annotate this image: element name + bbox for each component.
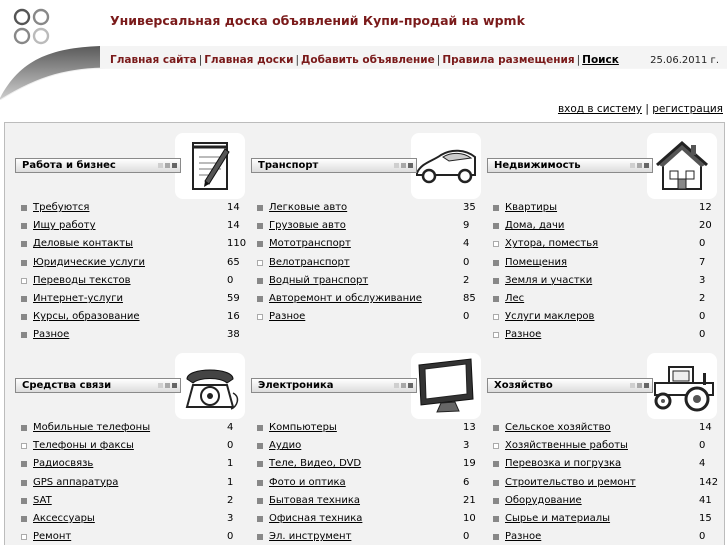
category-items (19, 421, 243, 545)
category-header (487, 158, 653, 173)
subcategory-link[interactable]: Разное (505, 329, 542, 341)
ad-count: 0 (699, 440, 706, 452)
list-item (255, 274, 479, 292)
ad-count: 10 (463, 512, 476, 524)
bullet-icon (257, 461, 263, 467)
bullet-icon (257, 205, 263, 211)
header-dots (628, 383, 649, 388)
category-items (491, 421, 719, 545)
ad-count: 21 (463, 494, 476, 506)
ad-count: 3 (463, 440, 470, 452)
category-items (255, 421, 479, 545)
list-item (491, 201, 715, 219)
bullet-icon (493, 314, 499, 320)
subcategory-link[interactable]: Легковые авто (269, 202, 348, 213)
subcategory-link[interactable]: Компьютеры (269, 422, 337, 433)
ad-count: 7 (699, 256, 706, 268)
bullet-icon (493, 480, 499, 486)
subcategory-link[interactable]: Сельское хозяйство (505, 422, 611, 433)
list-item (491, 476, 719, 494)
list-item (19, 494, 243, 512)
ad-count: 14 (227, 202, 240, 213)
top-navigation: Главная сайта | Главная доски | Добавить объявление | Правила размещения | Поиск (110, 54, 619, 66)
list-item (255, 310, 479, 328)
ad-count: 0 (699, 531, 706, 543)
subcategory-link[interactable]: Лес (505, 292, 525, 304)
bullet-icon (493, 443, 499, 449)
subcategory-link[interactable]: Аудио (269, 440, 302, 452)
list-item (19, 457, 243, 475)
header-dots (156, 163, 177, 168)
list-item (255, 237, 479, 255)
bullet-icon (493, 205, 499, 211)
monitor-icon (411, 353, 481, 419)
category-header (15, 378, 181, 393)
bullet-icon (493, 332, 499, 338)
bullet-icon (257, 498, 263, 504)
subcategory-link[interactable]: Эл. инструмент (269, 531, 352, 543)
subcategory-link[interactable]: Разное (33, 329, 70, 341)
bullet-icon (257, 443, 263, 449)
header-dots (156, 383, 177, 388)
ad-count: 14 (699, 422, 712, 433)
bullet-icon (257, 223, 263, 229)
subcategory-link[interactable]: Грузовые авто (269, 220, 346, 232)
subcategory-link[interactable]: Помещения (505, 256, 567, 268)
page-header (0, 0, 727, 100)
category-title: Работа и бизнес (22, 160, 116, 171)
ad-count: 2 (699, 292, 706, 304)
bullet-icon (493, 425, 499, 431)
subcategory-link[interactable]: Оборудование (505, 494, 582, 506)
house-icon (647, 133, 717, 199)
bullet-icon (493, 223, 499, 229)
ad-count: 0 (227, 440, 234, 452)
list-item (491, 310, 715, 328)
list-item (19, 292, 243, 310)
category-items (491, 201, 715, 347)
category-title: Средства связи (22, 380, 112, 391)
ad-count: 4 (227, 422, 234, 433)
bullet-icon (493, 241, 499, 247)
ad-count: 2 (463, 274, 470, 286)
bullet-icon (21, 223, 27, 229)
ad-count: 9 (463, 220, 470, 232)
ad-count: 0 (227, 274, 234, 286)
bullet-icon (257, 241, 263, 247)
bullet-icon (21, 516, 27, 522)
category-title: Транспорт (258, 160, 319, 171)
subcategory-link[interactable]: Строительство и ремонт (505, 476, 636, 488)
bullet-icon (21, 461, 27, 467)
bullet-icon (257, 425, 263, 431)
bullet-icon (21, 314, 27, 320)
list-item (255, 219, 479, 237)
list-item (255, 512, 479, 530)
list-item (19, 328, 243, 346)
list-item (255, 476, 479, 494)
ad-count: 0 (463, 531, 470, 543)
nav-home-board[interactable]: Главная доски (204, 54, 294, 66)
subcategory-link[interactable]: Дома, дачи (505, 220, 565, 232)
subcategory-link[interactable]: Аксессуары (33, 512, 95, 524)
bullet-icon (493, 534, 499, 540)
subcategory-link[interactable]: Офисная техника (269, 512, 363, 524)
ad-count: 16 (227, 311, 240, 323)
subcategory-link[interactable]: Теле, Видео, DVD (269, 458, 362, 470)
subcategory-link[interactable]: Разное (505, 531, 542, 543)
ad-count: 19 (463, 458, 476, 470)
bullet-icon (493, 461, 499, 467)
category-header (15, 158, 181, 173)
ad-count: 35 (463, 202, 476, 213)
list-item (19, 310, 243, 328)
bullet-icon (493, 498, 499, 504)
bullet-icon (257, 260, 263, 266)
list-item (19, 219, 243, 237)
subcategory-link[interactable]: Радиосвязь (33, 458, 94, 470)
list-item (491, 530, 715, 545)
list-item (491, 421, 715, 439)
subcategory-link[interactable]: Земля и участки (505, 274, 593, 286)
category-title: Электроника (258, 380, 334, 391)
bullet-icon (21, 443, 27, 449)
list-item (491, 439, 715, 457)
list-item (491, 494, 715, 512)
list-item (491, 219, 715, 237)
ad-count: 2 (227, 494, 234, 506)
nav-home-site[interactable]: Главная сайта (110, 54, 197, 66)
list-item (255, 201, 479, 219)
ad-count: 1 (227, 476, 234, 488)
ad-count: 0 (463, 256, 470, 268)
bullet-icon (493, 296, 499, 302)
subcategory-link[interactable]: Требуются (33, 202, 90, 213)
bullet-icon (21, 498, 27, 504)
ad-count: 0 (227, 531, 234, 543)
list-item (491, 237, 715, 255)
list-item (491, 292, 715, 310)
subcategory-link[interactable]: Хутора, поместья (505, 238, 599, 250)
subcategory-link[interactable]: Сырье и материалы (505, 512, 611, 524)
ad-count: 6 (463, 476, 470, 488)
ad-count: 14 (227, 220, 240, 232)
ad-count: 38 (227, 329, 240, 341)
subcategory-link[interactable]: Бытовая техника (269, 494, 361, 506)
list-item (255, 457, 479, 475)
bullet-icon (257, 278, 263, 284)
category-title: Хозяйство (494, 380, 553, 391)
ad-count: 85 (463, 292, 476, 304)
list-item (491, 328, 715, 346)
subcategory-link[interactable]: Фото и оптика (269, 476, 346, 488)
list-item (491, 512, 715, 530)
bullet-icon (21, 241, 27, 247)
list-item (19, 256, 243, 274)
ad-count: 0 (699, 329, 706, 341)
auth-links (558, 103, 723, 115)
category-items (19, 201, 247, 347)
category-header (487, 378, 653, 393)
header-swoosh (0, 40, 727, 100)
bullet-icon (21, 260, 27, 266)
category-items (255, 201, 479, 328)
subcategory-link[interactable]: Велотранспорт (269, 256, 350, 268)
ad-count: 3 (227, 512, 234, 524)
list-item (255, 494, 479, 512)
subcategory-link[interactable]: Услуги маклеров (505, 311, 595, 323)
subcategory-link[interactable]: Интернет-услуги (33, 292, 123, 304)
subcategory-link[interactable]: SAT (33, 494, 52, 506)
category-title: Недвижимость (494, 160, 581, 171)
list-item (491, 274, 715, 292)
ad-count: 4 (463, 238, 470, 250)
list-item (19, 201, 243, 219)
bullet-icon (493, 516, 499, 522)
list-item (491, 457, 715, 475)
car-icon (411, 133, 481, 199)
bullet-icon (257, 296, 263, 302)
subcategory-link[interactable]: Мобильные телефоны (33, 422, 151, 433)
ad-count: 12 (699, 202, 712, 213)
ad-count: 0 (463, 311, 470, 323)
subcategory-link[interactable]: Переводы текстов (33, 274, 131, 286)
list-item (255, 256, 479, 274)
subcategory-link[interactable]: Мототранспорт (269, 238, 351, 250)
subcategory-link[interactable]: Разное (269, 311, 306, 323)
bullet-icon (257, 480, 263, 486)
subcategory-link[interactable]: Водный транспорт (269, 274, 369, 286)
site-title: Универсальная доска объявлений Купи-продай на wpmk (110, 13, 525, 28)
list-item (19, 439, 243, 457)
bullet-icon (21, 480, 27, 486)
ad-count: 59 (227, 292, 240, 304)
current-date: 25.06.2011 г. (650, 55, 719, 66)
list-item (19, 476, 243, 494)
category-header (251, 158, 417, 173)
ad-count: 41 (699, 494, 712, 506)
ad-count: 65 (227, 256, 240, 268)
nav-add-ad[interactable]: Добавить объявление (301, 54, 435, 66)
subcategory-link[interactable]: Хозяйственные работы (505, 440, 628, 452)
subcategory-link[interactable]: Деловые контакты (33, 238, 134, 250)
bullet-icon (21, 205, 27, 211)
bullet-icon (257, 516, 263, 522)
bullet-icon (21, 278, 27, 284)
categories-panel (4, 122, 725, 545)
ad-count: 13 (463, 422, 476, 433)
bullet-icon (21, 534, 27, 540)
auth-separator: | (645, 103, 649, 115)
bullet-icon (493, 278, 499, 284)
subcategory-link[interactable]: Юридические услуги (33, 256, 145, 268)
notepad-pen-icon (175, 133, 245, 199)
ad-count: 20 (699, 220, 712, 232)
subcategory-link[interactable]: Ищу работу (33, 220, 96, 232)
subcategory-link[interactable]: Авторемонт и обслуживание (269, 292, 422, 304)
register-link[interactable]: регистрация (652, 103, 723, 115)
ad-count: 110 (227, 238, 247, 250)
subcategory-link[interactable]: Квартиры (505, 202, 558, 213)
subcategory-link[interactable]: Ремонт (33, 531, 72, 543)
ad-count: 1 (227, 458, 234, 470)
subcategory-link[interactable]: GPS аппаратура (33, 476, 119, 488)
subcategory-link[interactable]: Перевозка и погрузка (505, 458, 622, 470)
bullet-icon (257, 534, 263, 540)
tractor-icon (647, 353, 717, 419)
subcategory-link[interactable]: Телефоны и факсы (33, 440, 134, 452)
header-dots (628, 163, 649, 168)
bullet-icon (21, 332, 27, 338)
list-item (19, 512, 243, 530)
list-item (19, 237, 247, 255)
ad-count: 15 (699, 512, 712, 524)
list-item (19, 421, 243, 439)
category-header (251, 378, 417, 393)
header-dots (392, 383, 413, 388)
subcategory-link[interactable]: Курсы, образование (33, 311, 140, 323)
list-item (19, 530, 243, 545)
ad-count: 3 (699, 274, 706, 286)
bullet-icon (21, 425, 27, 431)
login-link[interactable]: вход в систему (557, 103, 643, 115)
ad-count: 0 (699, 311, 706, 323)
ad-count: 142 (699, 476, 719, 488)
nav-search[interactable]: Поиск (582, 54, 619, 66)
list-item (19, 274, 243, 292)
bullet-icon (257, 314, 263, 320)
bullet-icon (21, 296, 27, 302)
list-item (255, 421, 479, 439)
ad-count: 4 (699, 458, 706, 470)
list-item (255, 292, 479, 310)
rotary-phone-icon (175, 353, 245, 419)
bullet-icon (493, 260, 499, 266)
list-item (255, 530, 479, 545)
list-item (255, 439, 479, 457)
header-dots (392, 163, 413, 168)
list-item (491, 256, 715, 274)
nav-rules[interactable]: Правила размещения (442, 54, 575, 66)
ad-count: 0 (699, 238, 706, 250)
